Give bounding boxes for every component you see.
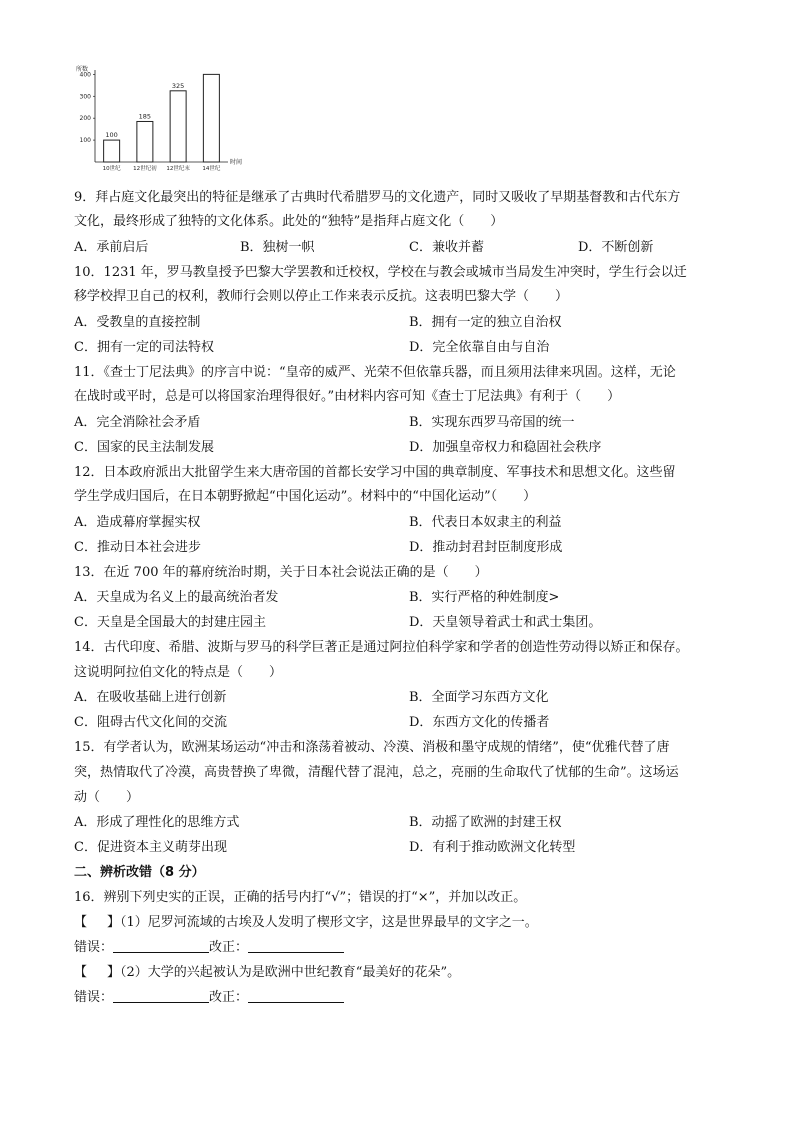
q10-stem-line1: 10．1231 年，罗马教皇授予巴黎大学罢教和迁校权，学校在与教会或城市当局发生冲突时，学生行会以迁 (74, 265, 687, 280)
q15-stem-line2: 突，热情取代了冷漠，高贵替换了卑微，清醒代替了混沌，总之，亮丽的生命取代了忧郁的生命”。这场运 (74, 765, 679, 780)
universities-bar-chart (68, 62, 278, 174)
fix-blank-1[interactable] (248, 940, 344, 953)
q16-item2-answer (74, 989, 344, 1007)
q10-option-d[interactable]: D．完全依靠自由与自治 (409, 340, 550, 355)
q10-stem-line2: 移学校捍卫自己的权利，教师行会则以停止工作来表示反抗。这表明巴黎大学（ ） (74, 289, 569, 304)
q11-option-b[interactable]: B．实现东西罗马帝国的统一 (409, 415, 575, 430)
answer-bracket-close: 】 (107, 915, 121, 930)
fix-blank-2[interactable] (248, 990, 344, 1003)
answer-bracket-open: 【 (74, 965, 88, 980)
y-tick-label: 200 (79, 115, 91, 123)
q15-option-b[interactable]: B．动摇了欧洲的封建王权 (409, 815, 562, 830)
q11-stem-line1: 11．《查士丁尼法典》的序言中说：“皇帝的威严、光荣不但依靠兵器，而且须用法律来巩固。这样，无论 (74, 365, 676, 380)
bar (203, 74, 219, 162)
q13-option-d[interactable]: D．天皇领导着武士和武士集团。 (409, 615, 602, 630)
q14-option-a[interactable]: A．在吸收基础上进行创新 (74, 690, 227, 705)
q15-stem-line1: 15．有学者认为，欧洲某场运动“冲击和涤荡着被动、冷漠、消极和墨守成规的情绪”，使“优雅代替了唐 (74, 740, 670, 755)
q12-option-a[interactable]: A．造成幕府掌握实权 (74, 515, 201, 530)
x-category-label: 12世纪初 (133, 166, 157, 172)
q9-option-b[interactable]: B．独树一帜 (240, 240, 315, 255)
error-blank-2[interactable] (113, 990, 209, 1003)
q9-stem-line1: 9．拜占庭文化最突出的特征是继承了古典时代希腊罗马的文化遗产，同时又吸收了早期基督教和古代东方 (74, 190, 681, 205)
section2-heading: 二、辨析改错（8 分） (74, 865, 205, 880)
q11-option-a[interactable]: A．完全消除社会矛盾 (74, 415, 201, 430)
q11-stem-line2: 在战时或平时，总是可以将国家治理得很好。”由材料内容可知《查士丁尼法典》有利于（ ） (74, 389, 621, 404)
y-tick-label: 300 (79, 93, 91, 101)
bar-data-label: 325 (171, 81, 185, 90)
answer-bracket-open: 【 (74, 915, 88, 930)
q13-option-b[interactable]: B．实行严格的种姓制度> (409, 590, 560, 605)
q12-stem-line1: 12．日本政府派出大批留学生来大唐帝国的首都长安学习中国的典章制度、军事技术和思想文化。这些留 (74, 465, 676, 480)
error-label: 错误： (74, 990, 114, 1005)
q13-stem-line1: 13．在近 700 年的幕府统治时期，关于日本社会说法正确的是（ ） (74, 565, 488, 580)
q14-option-b[interactable]: B．全面学习东西方文化 (409, 690, 549, 705)
q16-item2-text: （2）大学的兴起被认为是欧洲中世纪教育“最美好的花朵”。 (120, 965, 461, 980)
q12-option-c[interactable]: C．推动日本社会进步 (74, 540, 201, 555)
y-axis-label: 所数 (76, 66, 89, 73)
error-blank-1[interactable] (113, 940, 209, 953)
bar (170, 91, 186, 162)
q11-option-d[interactable]: D．加强皇帝权力和稳固社会秩序 (409, 440, 602, 455)
fix-label: 改正： (209, 940, 249, 955)
q16-item1-text: （1）尼罗河流域的古埃及人发明了楔形文字，这是世界最早的文字之一。 (120, 915, 538, 930)
fix-label: 改正： (209, 990, 249, 1005)
q13-option-a[interactable]: A．天皇成为名义上的最高统治者发 (74, 590, 279, 605)
x-category-label: 12世纪末 (166, 166, 190, 172)
q11-option-c[interactable]: C．国家的民主法制发展 (74, 440, 214, 455)
q12-option-d[interactable]: D．推动封君封臣制度形成 (409, 540, 563, 555)
bar-data-label: 185 (138, 112, 152, 121)
q9-option-a[interactable]: A．承前启后 (74, 240, 149, 255)
q12-stem-line2: 学生学成归国后，在日本朝野掀起“中国化运动”。材料中的“中国化运动”（ ） (74, 489, 537, 504)
error-label: 错误： (74, 940, 114, 955)
q16-item2 (74, 964, 460, 982)
q14-stem-line2: 这说明阿拉伯文化的特点是（ ） (74, 665, 283, 680)
x-category-label: 14世纪 (202, 166, 221, 172)
q15-option-d[interactable]: D．有利于推动欧洲文化转型 (409, 840, 576, 855)
q16-item1 (74, 914, 538, 932)
q12-option-b[interactable]: B．代表日本奴隶主的利益 (409, 515, 562, 530)
q14-option-c[interactable]: C．阻碍古代文化间的交流 (74, 715, 227, 730)
q15-option-a[interactable]: A．形成了理性化的思维方式 (74, 815, 240, 830)
bar (137, 121, 153, 162)
answer-bracket-close: 】 (107, 965, 121, 980)
q10-option-c[interactable]: C．拥有一定的司法特权 (74, 340, 214, 355)
q14-stem-line1: 14．古代印度、希腊、波斯与罗马的科学巨著正是通过阿拉伯科学家和学者的创造性劳动得以矫正和保存。 (74, 640, 689, 655)
q13-option-c[interactable]: C．天皇是全国最大的封建庄园主 (74, 615, 266, 630)
x-axis-label: 时间 (230, 159, 243, 166)
q9-option-c[interactable]: C．兼收并蓄 (409, 240, 484, 255)
bar (104, 140, 120, 162)
q16-item1-answer (74, 939, 344, 957)
q10-option-a[interactable]: A．受教皇的直接控制 (74, 315, 201, 330)
q10-option-b[interactable]: B．拥有一定的独立自治权 (409, 315, 562, 330)
y-tick-label: 100 (79, 137, 91, 145)
q9-stem-line2: 文化，最终形成了独特的文化体系。此处的“独特”是指拜占庭文化（ ） (74, 214, 504, 229)
y-tick-label: 400 (79, 71, 91, 79)
q16-instructions: 16．辨别下列史实的正误，正确的括号内打“√”；错误的打“×”，并加以改正。 (74, 890, 527, 905)
x-category-label: 10世纪 (102, 166, 121, 172)
bar-data-label: 100 (105, 131, 118, 140)
q15-stem-line3: 动（ ） (74, 790, 140, 805)
q14-option-d[interactable]: D．东西方文化的传播者 (409, 715, 550, 730)
q15-option-c[interactable]: C．促进资本主义萌芽出现 (74, 840, 227, 855)
q9-option-d[interactable]: D．不断创新 (578, 240, 654, 255)
